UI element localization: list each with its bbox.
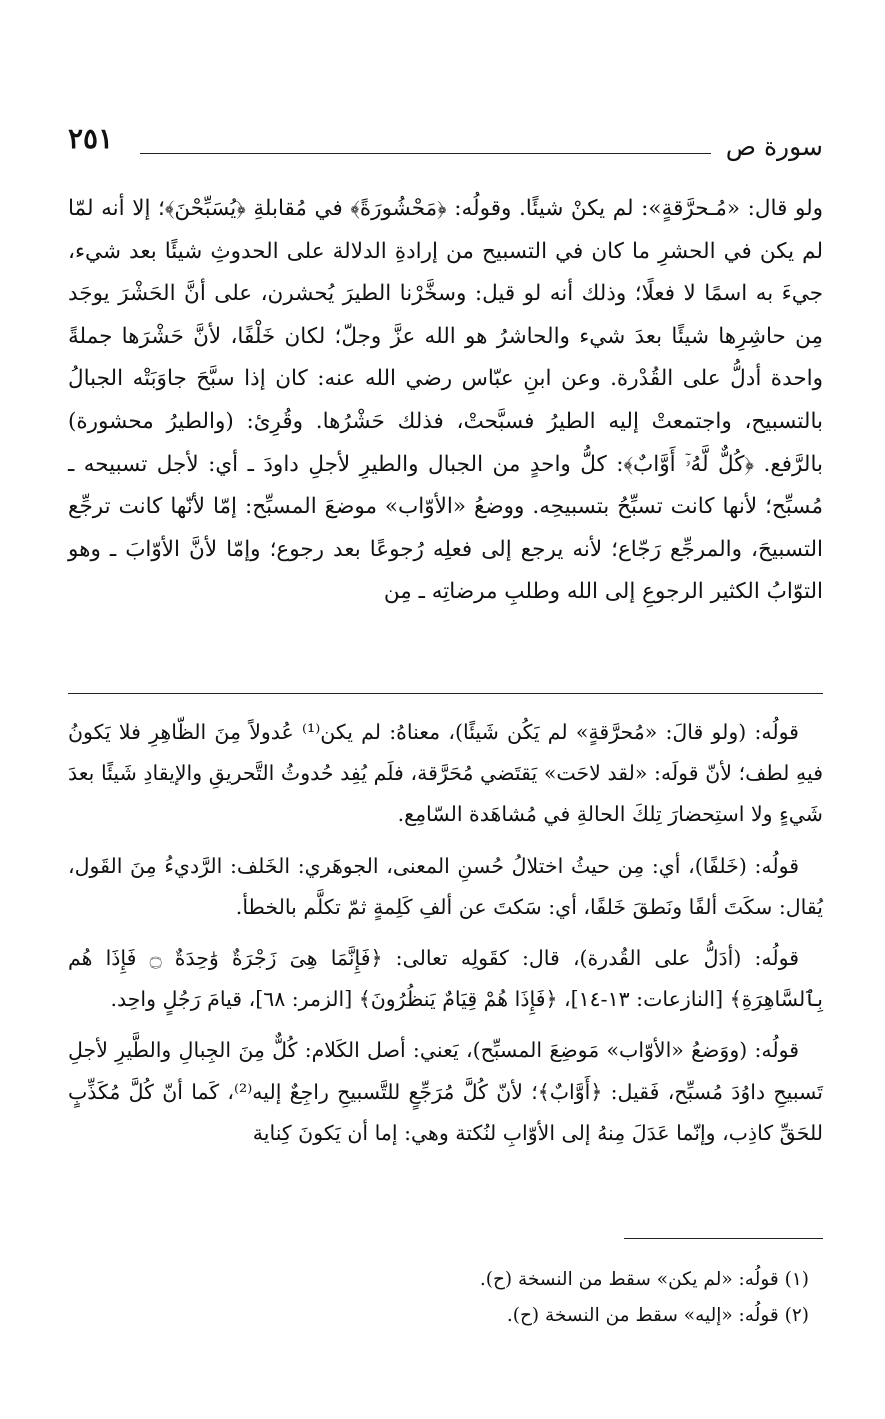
commentary-paragraph-4: قولُه: (ووَضعُ «الأوّاب» مَوضِعَ المسبِّح)، يَعني: أصل الكَلام: كُلٌّ مِنَ الجِبالِ والطَّيرِ لأجلِ تَسبيحِ داوُدَ مُسبِّح، فَقيل: ﴿أَوَّابٌ﴾؛ لأنّ كُلَّ مُرَجِّعٍ للتَّسبيحِ راجِعٌ إليه⁽²⁾، كَما أنّ كُلَّ مُكَذِّبٍ للحَقِّ كاذِب، وإنّما عَدَلَ مِنهُ إلى الأوّابِ لنُكتة وهي: إما أن يَكونَ كِناية — [68, 1038, 823, 1145]
commentary-paragraph-1: قولُه: (ولو قالَ: «مُحرَّقةٍ» لم يَكُن شَيئًا)، معناهُ: لم يكن⁽¹⁾ عُدولاً مِنَ الظّاهِرِ فلا يَكونُ فيهِ لطف؛ لأنّ قولَه: «لقد لاحَت» يَقتَضي مُحَرَّقة، فلَم يُفِد حُدوثُ التَّحريقِ والإيقادِ شَيئًا بعدَ شَيءٍ ولا استِحضارَ تِلكَ الحالةِ في مُشاهَدة السّامِع. — [68, 720, 823, 827]
page-number: ٢٥١ — [68, 122, 114, 155]
commentary-paragraph-2: قولُه: (خَلفًا)، أي: مِن حيثُ اختلالُ حُسنِ المعنى، الجوهَري: الخَلف: الرَّديءُ مِنَ القَول، يُقال: سكَتَ ألفًا ونَطقَ خَلفًا، أي: سَكتَ عن ألفِ كَلِمةٍ ثمّ تكلَّم بالخطأ. — [68, 853, 823, 919]
surah-title: سورة ص — [725, 132, 823, 161]
commentary-block — [68, 712, 823, 1164]
main-text-block — [68, 188, 823, 614]
header-rule — [140, 153, 711, 154]
footnote-2: (٢) قولُه: «إليه» سقط من النسخة (ح). — [506, 1305, 809, 1326]
footnote-1: (١) قولُه: «لم يكن» سقط من النسخة (ح). — [479, 1269, 809, 1290]
main-paragraph: ولو قال: «مُـحرَّقةٍ»: لم يكنْ شيئًا. وقولُه: ﴿مَحْشُورَةً﴾ في مُقابلةِ ﴿يُسَبِّحْنَ﴾؛ إلا أنه لمّا لم يكن في الحشرِ ما كان في التسبيح من إرادةِ الدلالة على الحدوثِ شيئًا بعد شيء، جيءَ به اسمًا لا فعلًا؛ وذلك أنه لو قيل: وسخَّرْنا الطيرَ يُحشرن، على أنَّ الحَشْرَ يوجَد مِن حاشِرِها شيئًا بعدَ شيء والحاشرُ هو الله عزَّ وجلّ؛ لكان خَلْفًا، لأنَّ حَشْرَها جملةً واحدة أدلُّ على القُدْرة. وعن ابنِ عبّاس رضي الله عنه: كان إذا سبَّحَ جاوَبَتْه الجبالُ بالتسبيح، واجتمعتْ إليه الطيرُ فسبَّحتْ، فذلك حَشْرُها. وقُرِئ: (والطيرُ محشورة) بالرَّفع. ﴿كُلٌّ لَّهُۥٓ أَوَّابٌ﴾: كلُّ واحدٍ من الجبال والطيرِ لأجلِ داودَ ـ أي: لأجل تسبيحه ـ مُسبِّح؛ لأنها كانت تسبِّحُ بتسبيحِه. ووضعُ «الأوّاب» موضعَ المسبِّح: إمّا لأنّها كانت ترجِّع التسبيحَ، والمرجِّع رَجّاع؛ لأنه يرجع إلى فعلِه رُجوعًا بعد رجوع؛ وإمّا لأنَّ الأوّابَ ـ وهو التوّابُ الكثير الرجوعِ إلى الله وطلبِ مرضاتِه ـ مِن — [68, 196, 823, 605]
footnotes-block — [68, 1262, 823, 1334]
commentary-paragraph-3: قولُه: (أدَلُّ على القُدرة)، قال: كقَولِه تعالى: ﴿فَإِنَّمَا هِىَ زَجْرَةٌ وَٰحِدَةٌ ۝ فَإِذَا هُم بِٱلسَّاهِرَةِ﴾ [النازعات: ١٣-١٤]، ﴿فَإِذَا هُمْ قِيَامٌ يَنظُرُونَ﴾ [الزمر: ٦٨]، قيامَ رَجُلٍ واحِد. — [68, 946, 823, 1012]
footnote-divider — [624, 1238, 823, 1239]
page-header — [68, 118, 823, 170]
section-divider — [68, 693, 823, 694]
